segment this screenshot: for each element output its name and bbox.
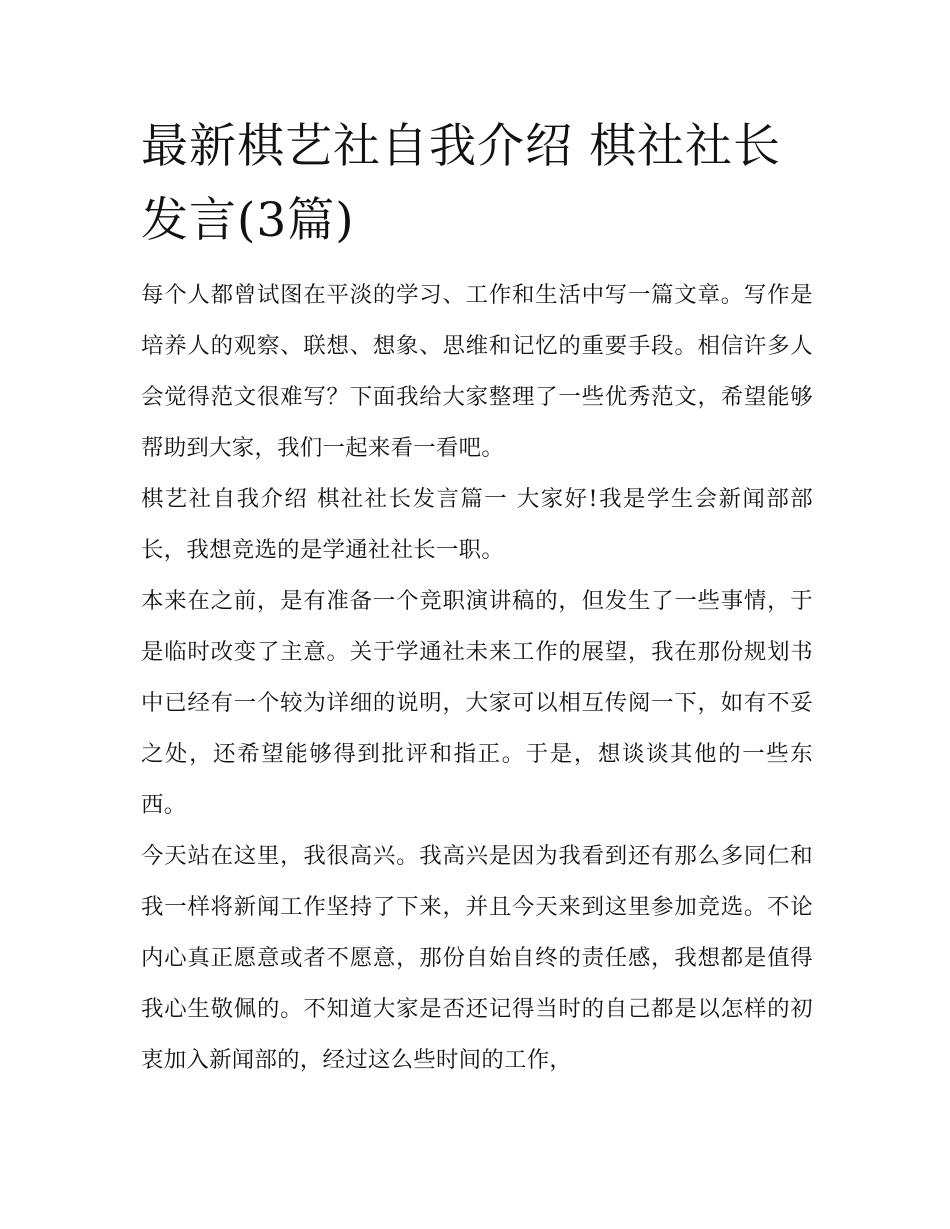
document-page bbox=[141, 110, 813, 1086]
paragraph-opening: 棋艺社自我介绍 棋社社长发言篇一 大家好!我是学生会新闻部部长，我想竞选的是学通社社长一职。 bbox=[141, 486, 813, 563]
paragraph-intro: 每个人都曾试图在平淡的学习、工作和生活中写一篇文章。写作是培养人的观察、联想、想象、思维和记忆的重要手段。相信许多人会觉得范文很难写？下面我给大家整理了一些优秀范文，希望能够帮助到大家，我们一起来看一看吧。 bbox=[141, 282, 813, 461]
document-title: 最新棋艺社自我介绍 棋社社长发言(3篇) bbox=[141, 119, 781, 248]
paragraph-background: 本来在之前，是有准备一个竞职演讲稿的，但发生了一些事情，于是临时改变了主意。关于学通社未来工作的展望，我在那份规划书中已经有一个较为详细的说明，大家可以相互传阅一下，如有不妥之处，还希望能够得到批评和指正。于是，想谈谈其他的一些东西。 bbox=[141, 588, 813, 818]
paragraph-feelings: 今天站在这里，我很高兴。我高兴是因为我看到还有那么多同仁和我一样将新闻工作坚持了下来，并且今天来到这里参加竞选。不论内心真正愿意或者不愿意，那份自始自终的责任感，我想都是值得我心生敬佩的。不知道大家是否还记得当时的自己都是以怎样的初衷加入新闻部的，经过这么些时间的工作， bbox=[141, 843, 813, 1073]
